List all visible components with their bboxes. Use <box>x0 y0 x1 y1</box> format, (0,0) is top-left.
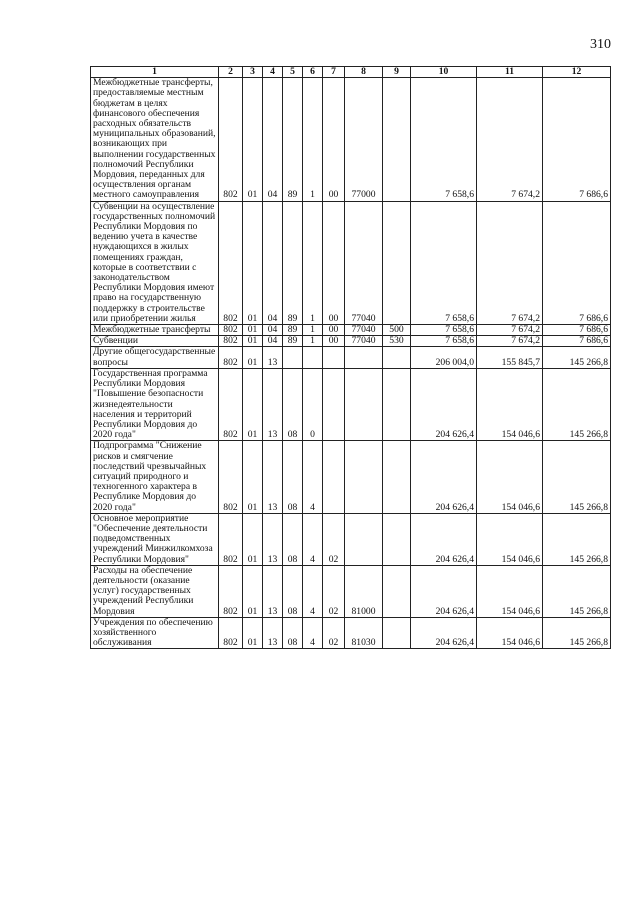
column-header: 4 <box>263 67 283 78</box>
subsection-code-cell: 01 <box>243 565 263 617</box>
subsection-code-cell: 01 <box>243 617 263 649</box>
direction-code-cell: 81030 <box>345 617 383 649</box>
table-row <box>91 325 611 336</box>
direction-code-cell <box>345 368 383 440</box>
subsection-code-cell: 01 <box>243 336 263 347</box>
amount-year-1-cell: 204 626,4 <box>411 617 477 649</box>
direction-code-cell: 77000 <box>345 78 383 201</box>
program-code-cell: 08 <box>283 368 303 440</box>
column-header: 10 <box>411 67 477 78</box>
direction-code-cell: 77040 <box>345 325 383 336</box>
table-row <box>91 201 611 324</box>
section-code-cell: 802 <box>219 617 243 649</box>
subprogram-code-cell <box>303 347 323 368</box>
expense-type-cell: 530 <box>383 336 411 347</box>
table-row <box>91 565 611 617</box>
column-header: 6 <box>303 67 323 78</box>
program-code-cell: 89 <box>283 325 303 336</box>
amount-year-1-cell: 7 658,6 <box>411 336 477 347</box>
event-code-cell: 02 <box>323 617 345 649</box>
subsection-code-cell: 01 <box>243 325 263 336</box>
amount-year-3-cell: 145 266,8 <box>543 441 611 513</box>
amount-year-3-cell: 7 686,6 <box>543 78 611 201</box>
table-row <box>91 617 611 649</box>
amount-year-2-cell: 154 046,6 <box>477 368 543 440</box>
section-code-cell: 802 <box>219 565 243 617</box>
direction-code-cell <box>345 347 383 368</box>
amount-year-1-cell: 7 658,6 <box>411 201 477 324</box>
amount-year-3-cell: 145 266,8 <box>543 513 611 565</box>
expense-type-cell <box>383 368 411 440</box>
subsection-code-cell: 04 <box>263 325 283 336</box>
amount-year-3-cell: 7 686,6 <box>543 336 611 347</box>
subsection-code-cell: 01 <box>243 347 263 368</box>
column-header: 11 <box>477 67 543 78</box>
amount-year-2-cell: 154 046,6 <box>477 565 543 617</box>
subsection-code-cell: 01 <box>243 201 263 324</box>
column-header: 12 <box>543 67 611 78</box>
subsection-code-cell: 01 <box>243 368 263 440</box>
amount-year-2-cell: 7 674,2 <box>477 325 543 336</box>
event-code-cell: 02 <box>323 513 345 565</box>
amount-year-3-cell: 145 266,8 <box>543 368 611 440</box>
subprogram-code-cell: 4 <box>303 617 323 649</box>
amount-year-2-cell: 154 046,6 <box>477 441 543 513</box>
section-code-cell: 802 <box>219 513 243 565</box>
subsection-code-cell: 04 <box>263 336 283 347</box>
amount-year-3-cell: 7 686,6 <box>543 325 611 336</box>
amount-year-3-cell: 145 266,8 <box>543 347 611 368</box>
section-code-cell: 802 <box>219 441 243 513</box>
subsection-code-cell: 13 <box>263 441 283 513</box>
subsection-code-cell: 04 <box>263 78 283 201</box>
column-header: 1 <box>91 67 219 78</box>
subsection-code-cell: 13 <box>263 617 283 649</box>
subprogram-code-cell: 4 <box>303 441 323 513</box>
subsection-code-cell: 01 <box>243 441 263 513</box>
table-row <box>91 347 611 368</box>
amount-year-2-cell: 7 674,2 <box>477 336 543 347</box>
amount-year-2-cell: 7 674,2 <box>477 78 543 201</box>
row-name-cell: Межбюджетные трансферты <box>91 325 219 336</box>
row-name-cell: Государственная программа Республики Мордовия "Повышение безопасности жизнедеятельности населения и территорий Республики Мордовия до 2020 года" <box>91 368 219 440</box>
program-code-cell: 89 <box>283 78 303 201</box>
program-code-cell <box>283 347 303 368</box>
amount-year-1-cell: 206 004,0 <box>411 347 477 368</box>
event-code-cell <box>323 441 345 513</box>
table-body <box>91 78 611 649</box>
section-code-cell: 802 <box>219 201 243 324</box>
event-code-cell <box>323 368 345 440</box>
page-number: 310 <box>590 37 611 52</box>
program-code-cell: 08 <box>283 617 303 649</box>
program-code-cell: 89 <box>283 201 303 324</box>
column-header: 5 <box>283 67 303 78</box>
subsection-code-cell: 01 <box>243 513 263 565</box>
expense-type-cell <box>383 347 411 368</box>
row-name-cell: Подпрограмма "Снижение рисков и смягчение последствий чрезвычайных ситуаций природного и техногенного характера в Республике Мордовия до 2020 года" <box>91 441 219 513</box>
table-row <box>91 441 611 513</box>
program-code-cell: 89 <box>283 336 303 347</box>
row-name-cell: Межбюджетные трансферты, предоставляемые местным бюджетам в целях финансового обеспечения расходных обязательств муниципальных образований, возникающих при выполнении государственных полномочий Республики Мордовия, переданных для осуществления органам местного самоуправления <box>91 78 219 201</box>
column-header: 8 <box>345 67 383 78</box>
subprogram-code-cell: 1 <box>303 336 323 347</box>
section-code-cell: 802 <box>219 325 243 336</box>
amount-year-1-cell: 7 658,6 <box>411 325 477 336</box>
amount-year-3-cell: 145 266,8 <box>543 565 611 617</box>
subprogram-code-cell: 0 <box>303 368 323 440</box>
column-header: 3 <box>243 67 263 78</box>
event-code-cell: 00 <box>323 201 345 324</box>
subprogram-code-cell: 1 <box>303 78 323 201</box>
table-row <box>91 336 611 347</box>
event-code-cell: 02 <box>323 565 345 617</box>
section-code-cell: 802 <box>219 368 243 440</box>
row-name-cell: Субвенции на осуществление государственных полномочий Республики Мордовия по ведению учета в качестве нуждающихся в жилых помещениях граждан, которые в соответствии с законодательством Республики Мордовия имеют право на государственную поддержку в строительстве или приобретении жилья <box>91 201 219 324</box>
event-code-cell: 00 <box>323 336 345 347</box>
program-code-cell: 08 <box>283 441 303 513</box>
column-header: 2 <box>219 67 243 78</box>
subprogram-code-cell: 1 <box>303 325 323 336</box>
table-row <box>91 78 611 201</box>
direction-code-cell <box>345 441 383 513</box>
amount-year-2-cell: 155 845,7 <box>477 347 543 368</box>
direction-code-cell: 77040 <box>345 336 383 347</box>
row-name-cell: Основное мероприятие "Обеспечение деятельности подведомственных учреждений Минжилкомхоза Республики Мордовия" <box>91 513 219 565</box>
subsection-code-cell: 13 <box>263 513 283 565</box>
amount-year-1-cell: 204 626,4 <box>411 565 477 617</box>
expense-type-cell <box>383 617 411 649</box>
amount-year-3-cell: 7 686,6 <box>543 201 611 324</box>
row-name-cell: Субвенции <box>91 336 219 347</box>
table-row <box>91 513 611 565</box>
event-code-cell: 00 <box>323 78 345 201</box>
row-name-cell: Учреждения по обеспечению хозяйственного обслуживания <box>91 617 219 649</box>
expense-type-cell <box>383 201 411 324</box>
amount-year-2-cell: 154 046,6 <box>477 513 543 565</box>
amount-year-1-cell: 204 626,4 <box>411 368 477 440</box>
column-header: 9 <box>383 67 411 78</box>
expense-type-cell <box>383 565 411 617</box>
amount-year-1-cell: 204 626,4 <box>411 513 477 565</box>
section-code-cell: 802 <box>219 78 243 201</box>
amount-year-3-cell: 145 266,8 <box>543 617 611 649</box>
expense-type-cell: 500 <box>383 325 411 336</box>
expense-type-cell <box>383 78 411 201</box>
row-name-cell: Расходы на обеспечение деятельности (оказание услуг) государственных учреждений Республики Мордовия <box>91 565 219 617</box>
subsection-code-cell: 04 <box>263 201 283 324</box>
section-code-cell: 802 <box>219 347 243 368</box>
table-row <box>91 368 611 440</box>
budget-table <box>90 66 611 649</box>
direction-code-cell <box>345 513 383 565</box>
expense-type-cell <box>383 441 411 513</box>
subsection-code-cell: 13 <box>263 565 283 617</box>
subsection-code-cell: 01 <box>243 78 263 201</box>
subsection-code-cell: 13 <box>263 368 283 440</box>
column-header: 7 <box>323 67 345 78</box>
amount-year-2-cell: 7 674,2 <box>477 201 543 324</box>
amount-year-2-cell: 154 046,6 <box>477 617 543 649</box>
subsection-code-cell: 13 <box>263 347 283 368</box>
direction-code-cell: 81000 <box>345 565 383 617</box>
program-code-cell: 08 <box>283 565 303 617</box>
event-code-cell: 00 <box>323 325 345 336</box>
amount-year-1-cell: 7 658,6 <box>411 78 477 201</box>
row-name-cell: Другие общегосударственные вопросы <box>91 347 219 368</box>
amount-year-1-cell: 204 626,4 <box>411 441 477 513</box>
expense-type-cell <box>383 513 411 565</box>
section-code-cell: 802 <box>219 336 243 347</box>
event-code-cell <box>323 347 345 368</box>
subprogram-code-cell: 1 <box>303 201 323 324</box>
subprogram-code-cell: 4 <box>303 513 323 565</box>
table-header-row <box>91 67 611 78</box>
program-code-cell: 08 <box>283 513 303 565</box>
direction-code-cell: 77040 <box>345 201 383 324</box>
subprogram-code-cell: 4 <box>303 565 323 617</box>
